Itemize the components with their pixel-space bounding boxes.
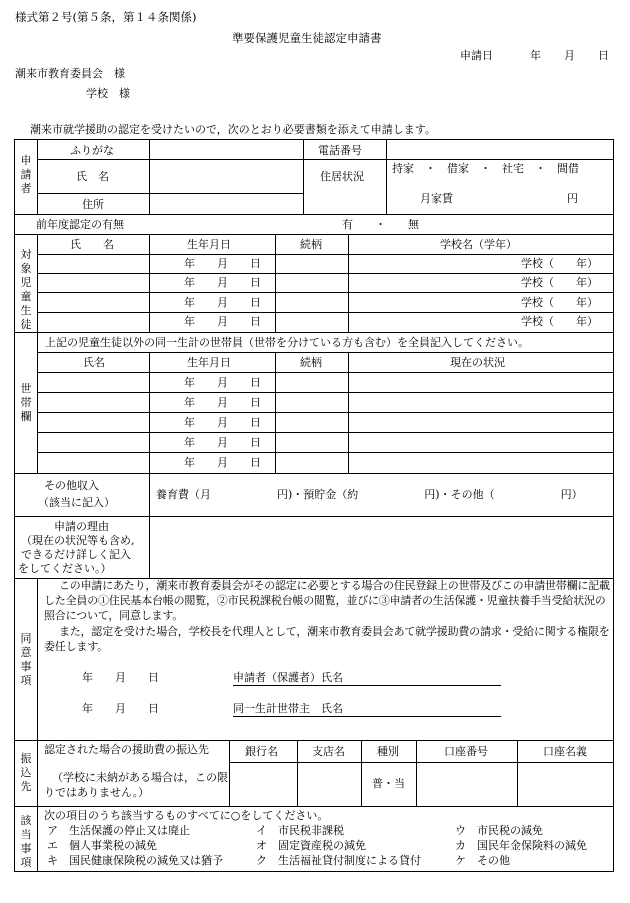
household-header-relation: 続柄 [300,356,322,369]
intro-text: 潮来市就学援助の認定を受けたいので，次のとおり必要書類を添えて申請します。 [30,123,436,136]
bank-header-account-name: 口座名義 [543,745,587,758]
students-header-relation: 続柄 [300,238,322,251]
bank-header-branch: 支店名 [312,745,345,758]
rent-yen: 円 [567,192,578,205]
student-school: 学校（ 年） [521,276,598,289]
application-date-label: 申請日 [460,49,493,62]
consent-para2: また，認定を受けた場合，学校長を代理人として，潮来市教育委員会あて就学援助費の請求・受給に関する権限を委任します。 [44,625,610,653]
household-dob: 年 月 日 [184,396,261,409]
students-side-label: 対象児童生徒 [20,248,32,331]
applicable-item[interactable]: カ 国民年金保険料の減免 [455,839,587,852]
student-dob: 年 月 日 [184,315,261,328]
applicable-item[interactable]: ウ 市民税の減免 [455,824,543,837]
bank-note: 認定された場合の援助費の振込先 [44,743,209,756]
form-number: 様式第２号(第５条，第１４条関係) [15,10,197,24]
students-header-name: 氏 名 [70,238,114,251]
applicable-item[interactable]: イ 市民税非課税 [256,824,344,837]
students-header-school: 学校名（学年） [440,238,517,251]
income-label: その他収入 [44,479,99,492]
applicant-side-label: 申請者 [20,154,32,195]
household-dob: 年 月 日 [184,436,261,449]
applicable-item[interactable]: キ 国民健康保険税の減免又は猶予 [47,854,223,867]
applicant-signature-label: 申請者（保護者）氏名 [233,671,343,684]
housing-label: 住居状況 [320,170,364,183]
housing-options[interactable]: 持家 ・ 借家 ・ 社宅 ・ 間借 [392,162,579,175]
phone-label: 電話番号 [318,144,362,157]
household-header-dob: 生年月日 [187,356,231,369]
reason-label-line3: できるだけ詳しく記入 [21,548,131,561]
student-dob: 年 月 日 [184,296,261,309]
consent-date-applicant: 年 月 日 [82,671,159,684]
furigana-label: ふりがな [70,144,114,157]
bank-side-label: 振込先 [20,752,32,793]
student-dob: 年 月 日 [184,257,261,270]
applicable-item[interactable]: エ 個人事業税の減免 [47,839,157,852]
bank-header-type: 種別 [377,745,399,758]
prev-year-label: 前年度認定の有無 [36,218,124,231]
household-header-status: 現在の状況 [450,356,505,369]
household-header-name: 氏名 [83,356,105,369]
consent-date-householder: 年 月 日 [82,702,159,715]
addressee-board: 潮来市教育委員会 様 [15,67,125,80]
reason-label-line2: （現在の状況等も含め, [21,534,135,547]
income-label-note: （該当に記入） [38,496,115,509]
application-date-day: 日 [598,49,609,62]
prev-year-options[interactable]: 有 ・ 無 [342,218,419,231]
household-dob: 年 月 日 [184,456,261,469]
rent-label: 月家賃 [420,192,453,205]
bank-header-account-number: 口座番号 [444,745,488,758]
form-title: 準要保護児童生徒認定申請書 [232,31,382,45]
household-dob: 年 月 日 [184,376,261,389]
student-dob: 年 月 日 [184,276,261,289]
bank-header-bank: 銀行名 [245,745,278,758]
income-content[interactable]: 養育費（月 円)・預貯金（約 円)・その他（ 円） [156,488,583,501]
student-school: 学校（ 年） [521,296,598,309]
application-date-month: 月 [564,49,575,62]
student-school: 学校（ 年） [521,257,598,270]
applicable-note: 次の項目のうち該当するものすべてに○をしてください。 [44,809,329,822]
students-header-dob: 生年月日 [187,238,231,251]
address-label: 住所 [82,198,104,211]
applicable-item[interactable]: ケ その他 [455,854,510,867]
applicable-item[interactable]: ク 生活福祉貸付制度による貸付 [256,854,421,867]
household-side-label: 世帯欄 [20,382,32,423]
household-dob: 年 月 日 [184,416,261,429]
bank-note-exception: （学校に未納がある場合は，この限りではありません。） [44,771,228,799]
application-date-year: 年 [530,49,541,62]
applicable-side-label: 該当事項 [20,814,32,869]
applicant-signature-line[interactable] [233,685,501,686]
applicable-item[interactable]: オ 固定資産税の減免 [256,839,366,852]
reason-label-line4: をしてください。） [18,562,112,575]
name-label: 氏 名 [76,170,109,183]
account-type-options[interactable]: 普・当 [372,777,405,790]
applicable-item[interactable]: ア 生活保護の停止又は廃止 [47,824,190,837]
householder-signature-line[interactable] [233,716,501,717]
householder-signature-label: 同一生計世帯主 氏名 [233,702,343,715]
addressee-school: 学校 様 [86,87,130,100]
consent-side-label: 同意事項 [20,632,32,687]
household-note: 上記の児童生徒以外の同一生計の世帯員（世帯を分けている方も含む）を全員記入してください。 [45,336,529,349]
consent-para1: この申請にあたり，潮来市教育委員会がその認定に必要とする場合の住民登録上の世帯及びこの申請世帯欄に記載した全員の①住民基本台帳の閲覧，②市民税課税台帳の閲覧，並びに③申請者の生活保護・児童扶養手当受給状況の照合について，同意します。 [44,579,610,622]
reason-label: 申請の理由 [54,520,109,533]
student-school: 学校（ 年） [521,315,598,328]
